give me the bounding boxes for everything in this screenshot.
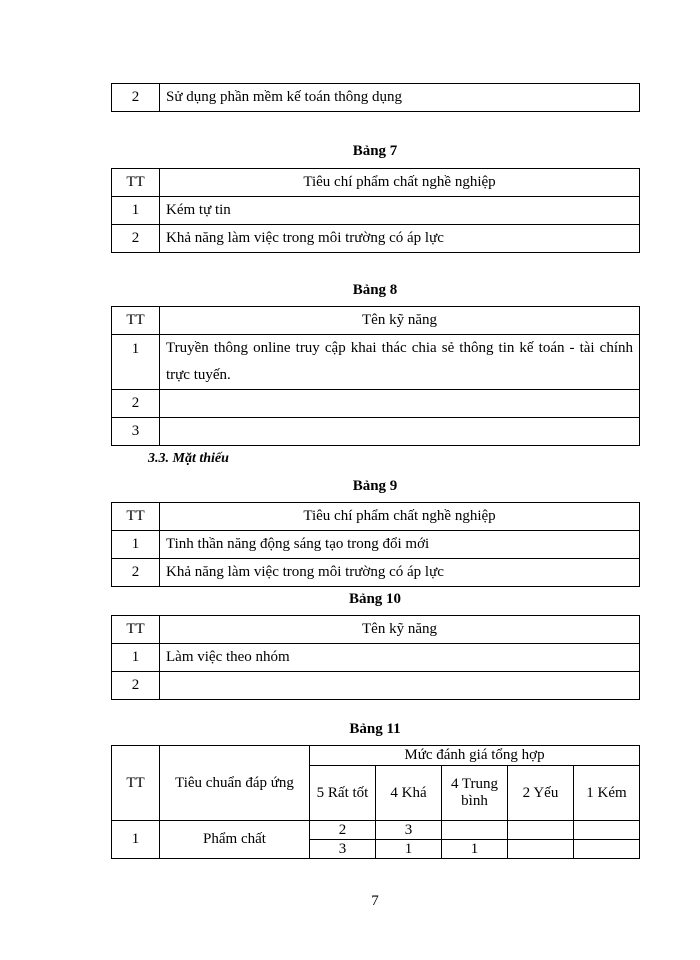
value-cell [508, 840, 574, 859]
table-top [111, 83, 640, 112]
tt-cell: 1 [112, 821, 160, 859]
table11-title: Bảng 11 [349, 721, 401, 737]
header-tt: TT [112, 503, 160, 531]
table-row [112, 335, 640, 390]
header-tt: TT [112, 746, 160, 821]
table-row [112, 531, 640, 559]
value-cell [442, 821, 508, 840]
content-cell: Làm việc theo nhóm [160, 644, 640, 672]
level-4-trung-binh: 4 Trung bình [442, 766, 508, 821]
table-7 [111, 168, 640, 253]
value-cell: 3 [310, 840, 376, 859]
table-row [112, 390, 640, 418]
table-row [112, 225, 640, 253]
header-col: Tiêu chí phẩm chất nghề nghiệp [160, 169, 640, 197]
table10-title: Bảng 10 [348, 591, 402, 607]
value-cell: 2 [310, 821, 376, 840]
table8-title: Bảng 8 [352, 282, 398, 298]
content-cell: Truyền thông online truy cập khai thác chia sẻ thông tin kế toán - tài chính trực tuyến. [160, 335, 640, 390]
content-cell: Kém tự tin [160, 197, 640, 225]
tt-cell: 2 [112, 225, 160, 253]
tt-cell: 2 [112, 390, 160, 418]
table-row [112, 559, 640, 587]
level-2: 2 Yếu [508, 766, 574, 821]
header-col: Tiêu chí phẩm chất nghề nghiệp [160, 503, 640, 531]
level-1: 1 Kém [574, 766, 640, 821]
content-cell: Khả năng làm việc trong môi trường có áp lực [160, 225, 640, 253]
criteria-cell: Phẩm chất [160, 821, 310, 859]
level-4-kha: 4 Khá [376, 766, 442, 821]
tt-cell: 3 [112, 418, 160, 446]
table-header [112, 746, 640, 766]
value-cell [508, 821, 574, 840]
table-10 [111, 615, 640, 700]
table-row [112, 197, 640, 225]
content-cell [160, 390, 640, 418]
table-row [112, 821, 640, 840]
tt-cell: 1 [112, 644, 160, 672]
content-cell: Khả năng làm việc trong môi trường có áp lực [160, 559, 640, 587]
tt-cell: 1 [112, 335, 160, 390]
content-cell: Sử dụng phần mềm kế toán thông dụng [160, 84, 640, 112]
header-tt: TT [112, 307, 160, 335]
value-cell: 3 [376, 821, 442, 840]
value-cell: 1 [442, 840, 508, 859]
tt-cell: 2 [112, 559, 160, 587]
table-header [112, 307, 640, 335]
content-cell [160, 418, 640, 446]
header-group: Mức đánh giá tổng hợp [310, 746, 640, 766]
table-8 [111, 306, 640, 446]
table-header [112, 169, 640, 197]
header-col: Tên kỹ năng [160, 307, 640, 335]
value-cell [574, 840, 640, 859]
page-number: 7 [371, 893, 379, 909]
content-cell: Tinh thần năng động sáng tạo trong đổi mới [160, 531, 640, 559]
tt-cell: 1 [112, 531, 160, 559]
table9-title: Bảng 9 [352, 478, 398, 494]
tt-cell: 1 [112, 197, 160, 225]
header-col: Tên kỹ năng [160, 616, 640, 644]
table-row [112, 644, 640, 672]
section-heading: 3.3. Mặt thiếu [148, 451, 229, 466]
table-11 [111, 745, 640, 859]
value-cell: 1 [376, 840, 442, 859]
value-cell [574, 821, 640, 840]
content-cell [160, 672, 640, 700]
header-criteria: Tiêu chuẩn đáp ứng [160, 746, 310, 821]
level-5: 5 Rất tốt [310, 766, 376, 821]
header-tt: TT [112, 616, 160, 644]
table-row [112, 672, 640, 700]
table-row [112, 84, 640, 112]
table-9 [111, 502, 640, 587]
table-header [112, 503, 640, 531]
table7-title: Bảng 7 [352, 143, 398, 159]
header-tt: TT [112, 169, 160, 197]
table-row [112, 418, 640, 446]
tt-cell: 2 [112, 672, 160, 700]
tt-cell: 2 [112, 84, 160, 112]
table-header [112, 616, 640, 644]
